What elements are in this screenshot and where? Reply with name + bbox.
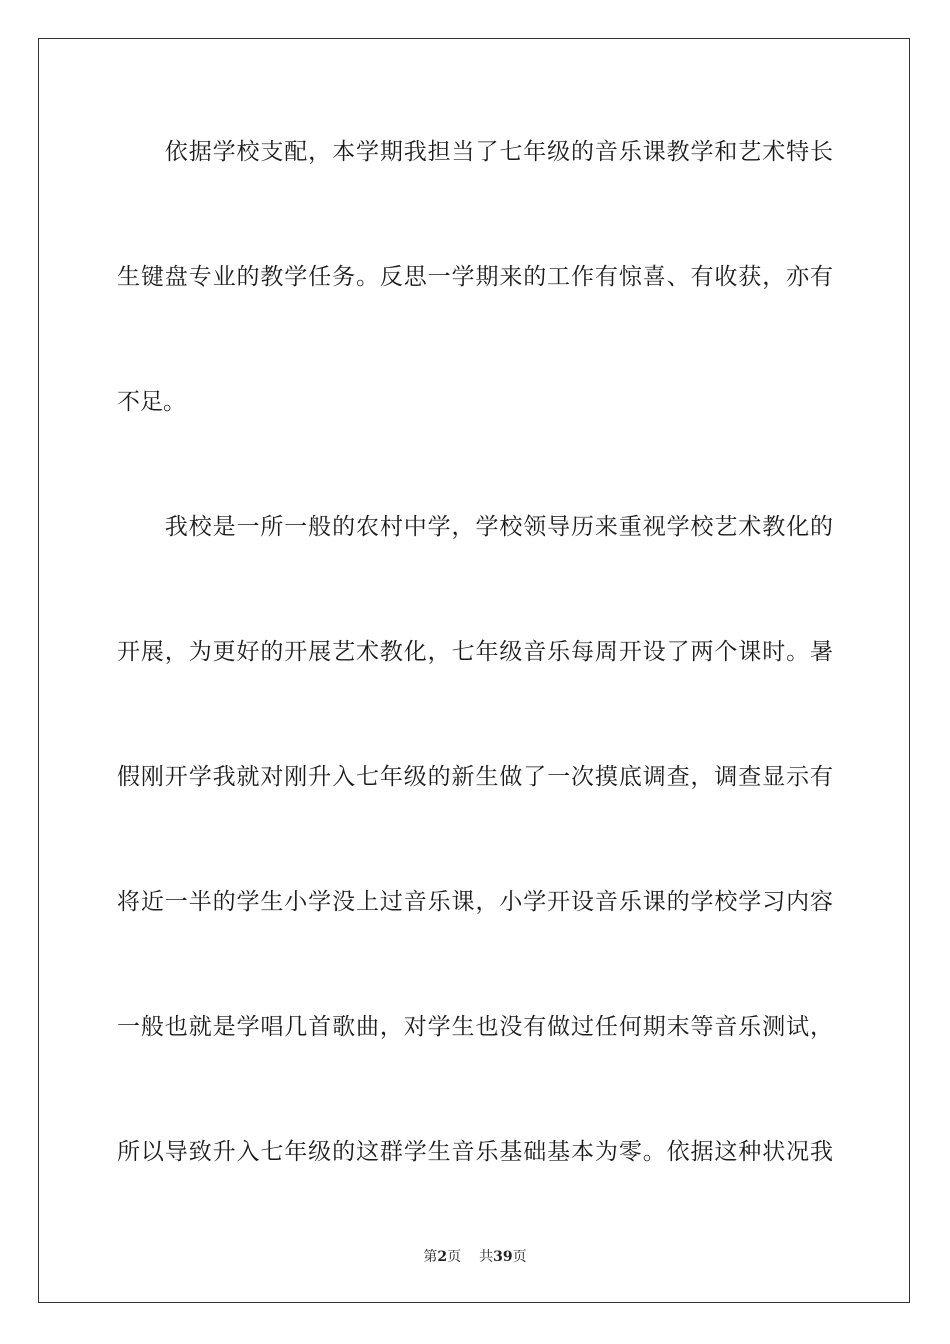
total-pages: 39 <box>493 1249 513 1265</box>
paragraph-1-line-2: 生键盘专业的教学任务。反思一学期来的工作有惊喜、有收获，亦有 <box>117 264 833 290</box>
total-prefix: 共 <box>479 1249 494 1265</box>
paragraph-1-line-3: 不足。 <box>117 389 186 415</box>
paragraph-2-line-1: 我校是一所一般的农村中学，学校领导历来重视学校艺术教化的 <box>117 514 833 540</box>
paragraph-2-line-4: 将近一半的学生小学没上过音乐课，小学开设音乐课的学校学习内容 <box>117 889 833 915</box>
page-prefix: 第 <box>423 1249 438 1265</box>
page-suffix: 页 <box>447 1249 462 1265</box>
paragraph-2-line-5: 一般也就是学唱几首歌曲，对学生也没有做过任何期末等音乐测试， <box>117 1014 833 1040</box>
paragraph-2-line-2: 开展，为更好的开展艺术教化，七年级音乐每周开设了两个课时。暑 <box>117 639 833 665</box>
paragraph-2-line-3: 假刚开学我就对刚升入七年级的新生做了一次摸底调查，调查显示有 <box>117 764 833 790</box>
total-suffix: 页 <box>512 1249 527 1265</box>
paragraph-1-line-1: 依据学校支配，本学期我担当了七年级的音乐课教学和艺术特长 <box>117 139 833 165</box>
page-border <box>38 38 910 1303</box>
page-footer <box>0 1248 950 1266</box>
paragraph-2-line-6: 所以导致升入七年级的这群学生音乐基础基本为零。依据这种状况我 <box>117 1139 833 1165</box>
page-number: 2 <box>437 1249 448 1265</box>
